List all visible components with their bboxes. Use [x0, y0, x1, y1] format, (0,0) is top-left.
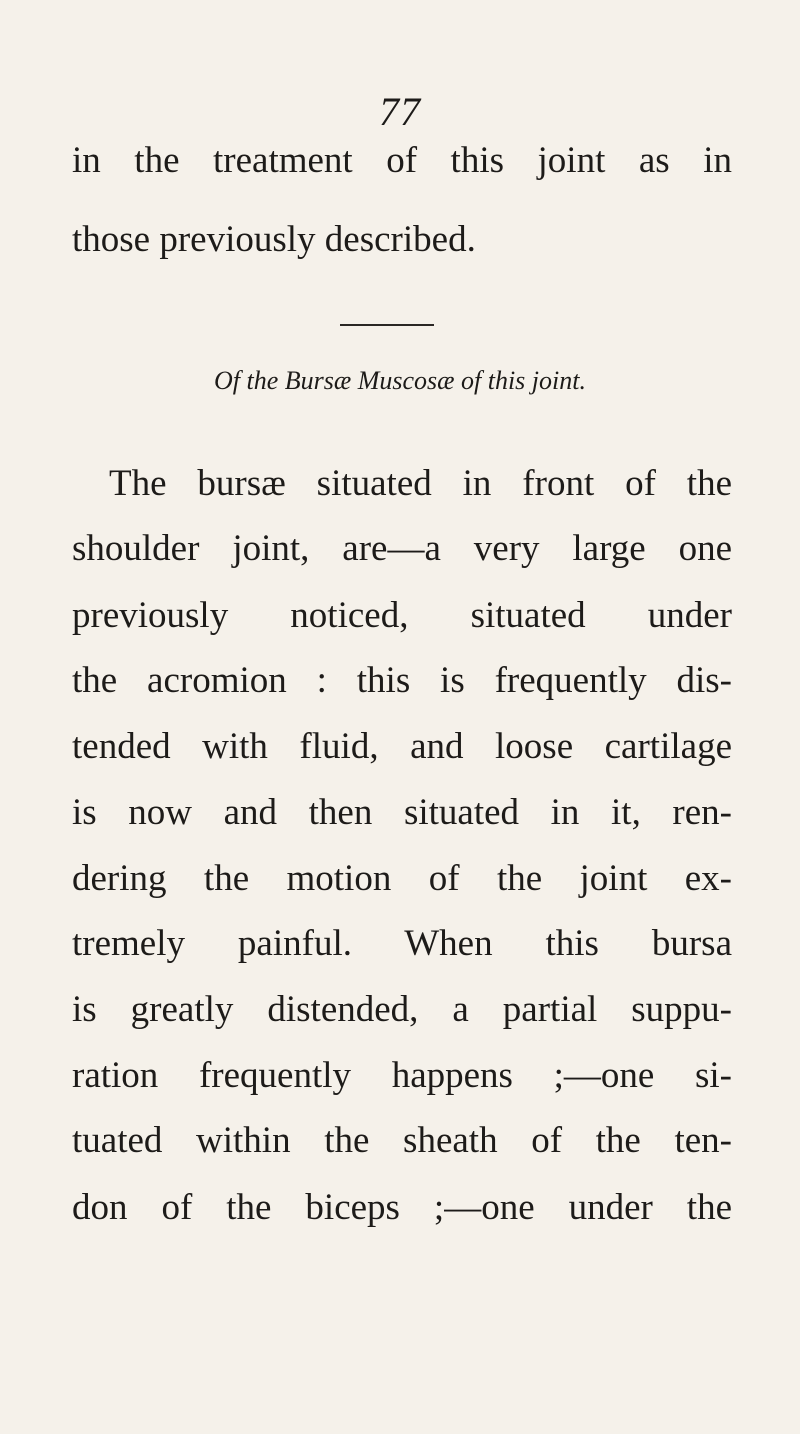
text-line: is now and then situated in it, ren- [72, 792, 732, 833]
text-line: tremely painful. When this bursa [72, 923, 732, 964]
text-line: tended with fluid, and loose cartilage [72, 726, 732, 767]
section-heading: Of the Bursæ Muscosæ of this joint. [214, 366, 586, 395]
page-number: 77 [379, 89, 421, 134]
text-line: tuated within the sheath of the ten- [72, 1120, 732, 1161]
section-divider [340, 324, 434, 326]
text-line: is greatly distended, a partial suppu- [72, 989, 732, 1030]
text-line: those previously described. [72, 219, 476, 260]
text-line: shoulder joint, are—a very large one [72, 528, 732, 569]
text-line: previously noticed, situated under [72, 595, 732, 636]
text-line: the acromion : this is frequently dis- [72, 660, 732, 701]
text-line: ration frequently happens ;—one si- [72, 1055, 732, 1096]
text-line: don of the biceps ;—one under the [72, 1187, 732, 1228]
text-line: in the treatment of this joint as in [72, 140, 732, 181]
text-line: dering the motion of the joint ex- [72, 858, 732, 899]
paragraph-first-line: The bursæ situated in front of the [109, 463, 732, 504]
